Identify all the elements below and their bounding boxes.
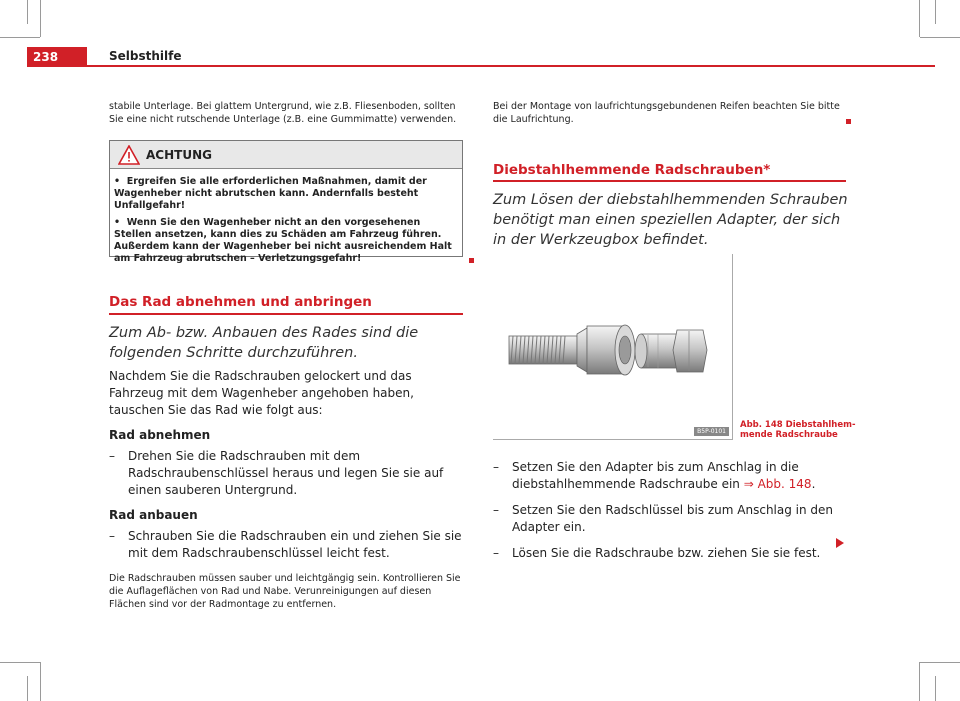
crop-mark bbox=[27, 676, 28, 701]
dash-icon: – bbox=[109, 449, 115, 463]
bullet-icon: • bbox=[114, 176, 121, 187]
dash-icon: – bbox=[493, 503, 499, 517]
section-heading: Diebstahlhemmende Radschrauben* bbox=[493, 162, 771, 178]
figure-image bbox=[493, 254, 733, 440]
step-item: – Drehen Sie die Radschrauben mit dem Radschraubenschlüssel heraus und legen Sie sie auf einen sauberen Untergrund. bbox=[109, 449, 444, 497]
subheading-mount: Rad anbauen bbox=[109, 508, 198, 522]
crop-mark bbox=[919, 0, 920, 37]
section-heading: Das Rad abnehmen und anbringen bbox=[109, 294, 372, 310]
crop-mark bbox=[0, 37, 40, 38]
continue-arrow-icon bbox=[836, 538, 844, 548]
warning-triangle-icon bbox=[118, 145, 140, 165]
step-item: – Setzen Sie den Adapter bis zum Anschlag in die diebstahlhemmende Radschraube ein ⇒ Abb. 148. bbox=[493, 460, 816, 491]
warning-body bbox=[110, 169, 462, 265]
crop-mark bbox=[919, 662, 920, 701]
crop-mark bbox=[0, 662, 40, 663]
end-marker-icon bbox=[469, 258, 474, 263]
chapter-title: Selbsthilfe bbox=[109, 49, 182, 63]
warning-item: • Wenn Sie den Wagenheber nicht an den vorgesehenen Stellen ansetzen, kann dies zu Schäden am Fahrzeug führen. Außerdem kann der Wagenheber bei nicht ausreichendem Halt am Fahrzeug abrutschen – Verletzungsgefahr! bbox=[114, 217, 452, 264]
crop-mark bbox=[27, 0, 28, 24]
right-top-text: Bei der Montage von laufrichtungsgebundenen Reifen beachten Sie bitte die Laufrichtung. bbox=[493, 101, 840, 125]
paragraph: Nachdem Sie die Radschrauben gelockert und das Fahrzeug mit dem Wagenheber angehoben haben, tauschen Sie das Rad wie folgt aus: bbox=[109, 369, 414, 417]
dash-icon: – bbox=[493, 546, 499, 560]
step-item: – Setzen Sie den Radschlüssel bis zum Anschlag in den Adapter ein. bbox=[493, 503, 834, 534]
section-intro: Zum Lösen der diebstahlhemmenden Schrauben benötigt man einen speziellen Adapter, der sich in der Werkzeugbox befindet. bbox=[493, 192, 848, 248]
page-header bbox=[27, 47, 935, 67]
right-steps bbox=[493, 459, 845, 562]
warning-header bbox=[110, 141, 462, 169]
crop-mark bbox=[40, 662, 41, 701]
step-item: – Schrauben Sie die Radschrauben ein und ziehen Sie sie mit dem Radschraubenschlüssel leicht fest. bbox=[109, 529, 462, 560]
section-rule bbox=[493, 180, 846, 182]
page-number: 238 bbox=[27, 47, 87, 67]
bolt-adapter-illustration bbox=[493, 254, 733, 440]
section-intro: Zum Ab- bzw. Anbauen des Rades sind die folgenden Schritte durchzuführen. bbox=[109, 325, 419, 361]
figure-code: B5P-0101 bbox=[694, 427, 729, 436]
figure-reference-link[interactable]: ⇒ Abb. 148 bbox=[743, 477, 812, 491]
bullet-icon: • bbox=[114, 217, 121, 228]
section-rule bbox=[109, 313, 463, 315]
warning-item: • Ergreifen Sie alle erforderlichen Maßnahmen, damit der Wagenheber nicht abrutschen kann. Andernfalls besteht Unfallgefahr! bbox=[114, 176, 427, 211]
crop-mark bbox=[920, 662, 960, 663]
warning-title: ACHTUNG bbox=[146, 148, 212, 162]
crop-mark bbox=[935, 676, 936, 701]
crop-mark bbox=[920, 37, 960, 38]
dash-icon: – bbox=[109, 529, 115, 543]
subheading-remove: Rad abnehmen bbox=[109, 428, 211, 442]
figure-caption: Abb. 148 Diebstahlhem- mende Radschraube bbox=[740, 420, 856, 440]
note-text: Die Radschrauben müssen sauber und leichtgängig sein. Kontrollieren Sie die Auflageflächen von Rad und Nabe. Verunreinigungen auf diesen Flächen sind vor der Radmontage zu entfernen. bbox=[109, 573, 461, 610]
end-marker-icon bbox=[846, 119, 851, 124]
left-content bbox=[109, 368, 465, 611]
step-item: – Lösen Sie die Radschraube bzw. ziehen Sie sie fest. bbox=[493, 546, 821, 560]
crop-mark bbox=[40, 0, 41, 37]
crop-mark bbox=[935, 0, 936, 24]
dash-icon: – bbox=[493, 460, 499, 474]
warning-box bbox=[109, 140, 463, 264]
left-top-text: stabile Unterlage. Bei glattem Untergrund, wie z.B. Fliesenboden, sollten Sie eine nicht rutschende Unterlage (z.B. eine Gummimatte) verwenden. bbox=[109, 101, 457, 125]
